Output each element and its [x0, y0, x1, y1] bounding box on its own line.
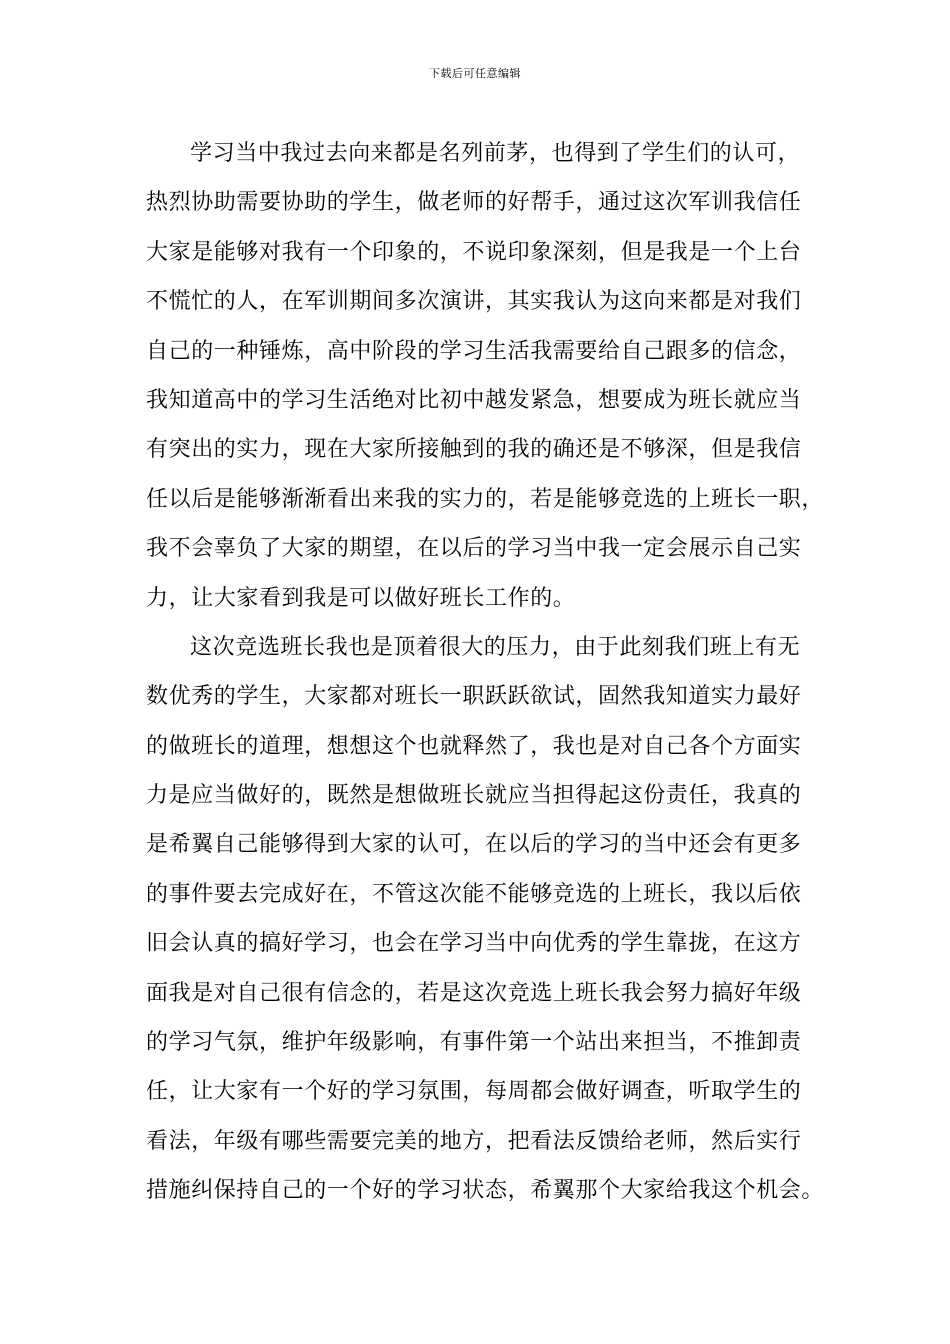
text-line: 看法，年级有哪些需要完美的地方，把看法反馈给老师，然后实行	[146, 1128, 802, 1154]
page-header: 下载后可任意编辑	[429, 67, 521, 80]
text-line: 力是应当做好的，既然是想做班长就应当担得起这份责任，我真的	[146, 783, 802, 809]
text-line: 有突出的实力，现在大家所接触到的我的确还是不够深，但是我信	[146, 437, 802, 463]
text-line: 力，让大家看到我是可以做好班长工作的。	[146, 585, 576, 611]
paragraph-2	[146, 623, 825, 1216]
text-line: 面我是对自己很有信念的，若是这次竞选上班长我会努力搞好年级	[146, 980, 802, 1006]
text-line: 的做班长的道理，想想这个也就释然了，我也是对自己各个方面实	[146, 733, 802, 759]
text-line: 的事件要去完成好在，不管这次能不能够竞选的上班长，我以后依	[146, 881, 802, 907]
text-line: 热烈协助需要协助的学生，做老师的好帮手，通过这次军训我信任	[146, 190, 802, 216]
text-line: 的学习气氛，维护年级影响，有事件第一个站出来担当，不推卸责	[146, 1030, 802, 1056]
text-line: 大家是能够对我有一个印象的，不说印象深刻，但是我是一个上台	[146, 239, 802, 265]
text-line: 任以后是能够渐渐看出来我的实力的，若是能够竞选的上班长一职，	[146, 486, 825, 512]
document-body	[146, 129, 825, 1216]
paragraph-1	[146, 129, 825, 623]
text-line: 数优秀的学生，大家都对班长一职跃跃欲试，固然我知道实力最好	[146, 684, 802, 710]
text-line: 我不会辜负了大家的期望，在以后的学习当中我一定会展示自己实	[146, 536, 802, 562]
text-line: 自己的一种锤炼，高中阶段的学习生活我需要给自己跟多的信念，	[146, 338, 802, 364]
text-line: 学习当中我过去向来都是名列前茅，也得到了学生们的认可，	[190, 141, 801, 166]
text-line: 这次竞选班长我也是顶着很大的压力，由于此刻我们班上有无	[190, 634, 801, 660]
text-line: 不慌忙的人，在军训期间多次演讲，其实我认为这向来都是对我们	[146, 289, 802, 315]
text-line: 任，让大家有一个好的学习氛围，每周都会做好调查，听取学生的	[146, 1079, 802, 1105]
text-line: 措施纠保持自己的一个好的学习状态，希翼那个大家给我这个机会。	[146, 1178, 825, 1204]
text-line: 我知道高中的学习生活绝对比初中越发紧急，想要成为班长就应当	[146, 387, 802, 413]
text-line: 是希翼自己能够得到大家的认可，在以后的学习的当中还会有更多	[146, 832, 802, 858]
text-line: 旧会认真的搞好学习，也会在学习当中向优秀的学生靠拢，在这方	[146, 931, 802, 957]
